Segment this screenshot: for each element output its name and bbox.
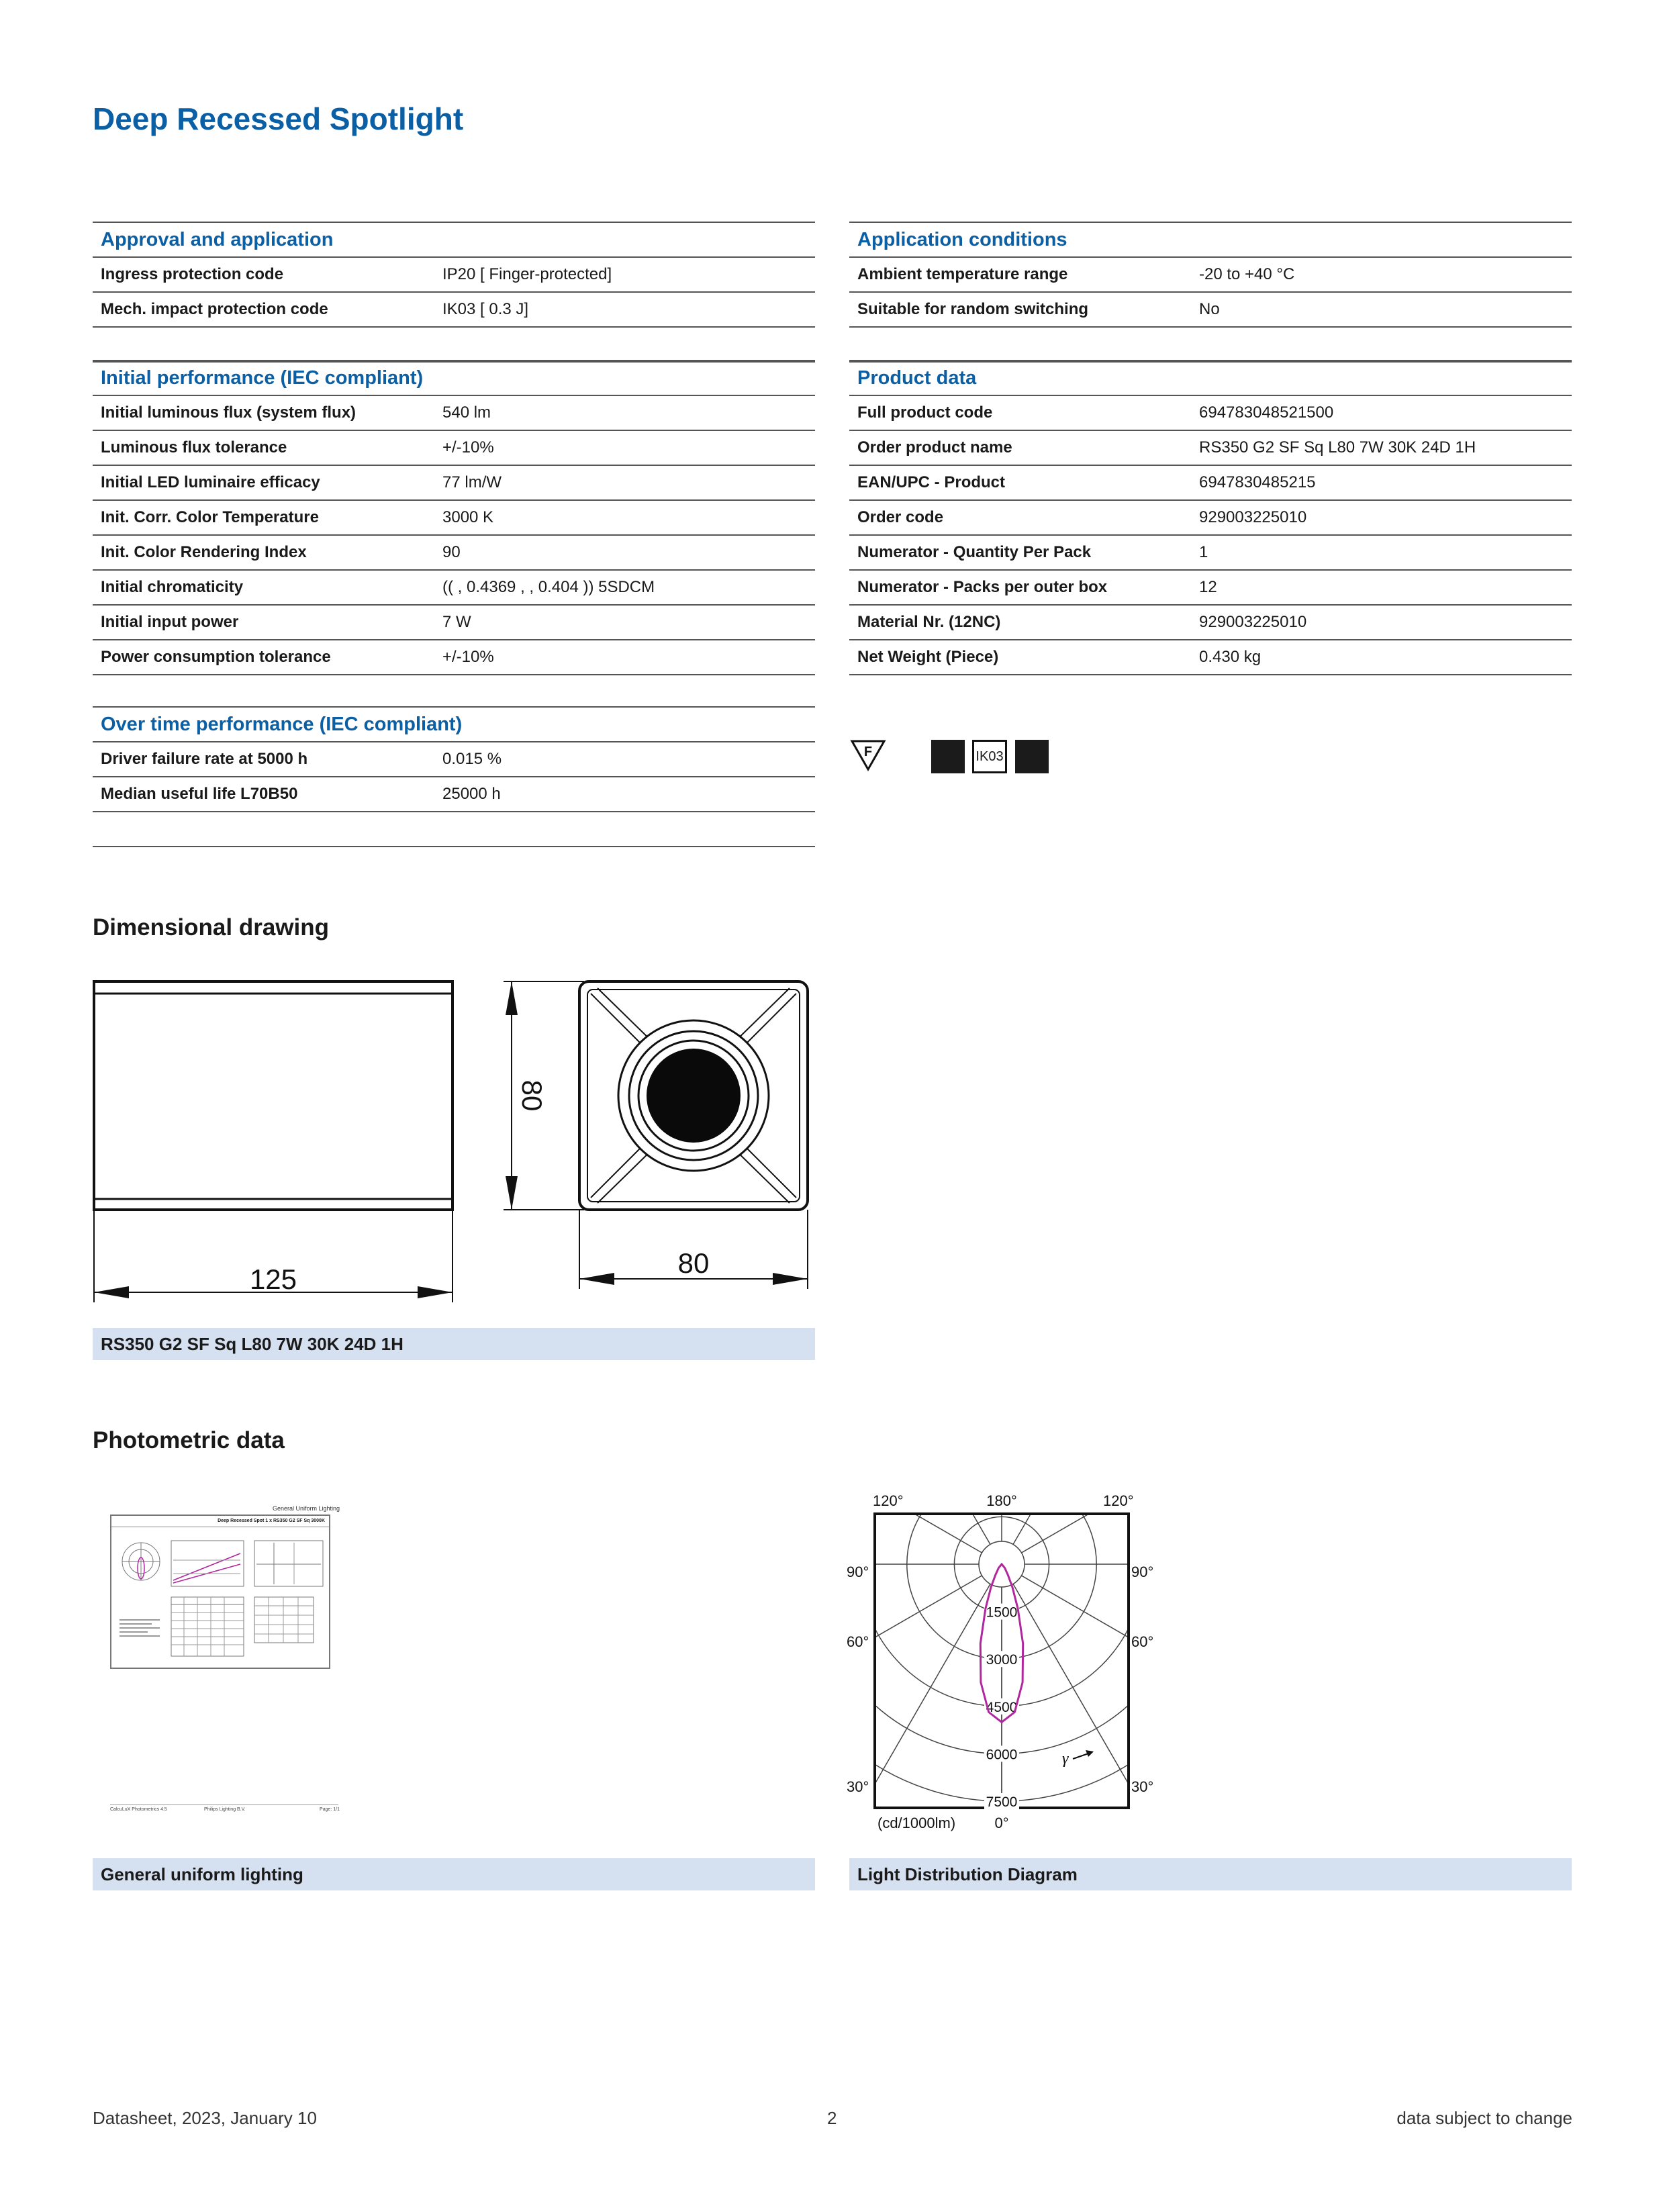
row-label: Numerator - Packs per outer box (857, 578, 1108, 596)
row-value: IK03 [ 0.3 J] (442, 300, 529, 318)
thumb-ugr-mini (254, 1540, 324, 1587)
grid-radial-line (836, 1487, 990, 1545)
initial-performance-table (93, 360, 815, 675)
dimensional-caption: RS350 G2 SF Sq L80 7W 30K 24D 1H (93, 1328, 815, 1360)
product-data-table (849, 360, 1572, 675)
row-label: Ambient temperature range (857, 265, 1068, 283)
row-value: (( , 0.4369 , , 0.404 )) 5SDCM (442, 578, 655, 596)
angle-label-90-right: 90° (1131, 1564, 1154, 1580)
table-row (93, 777, 815, 812)
row-value: 3000 K (442, 508, 494, 526)
table-row (849, 258, 1572, 293)
row-value: 0.015 % (442, 750, 502, 768)
angle-label-60-left: 60° (847, 1633, 869, 1650)
certification-mark-icon (931, 740, 965, 773)
table-row (849, 640, 1572, 675)
row-value: 90 (442, 543, 461, 561)
gamma-label: γ (1062, 1750, 1069, 1768)
table-row (849, 396, 1572, 431)
application-conditions-title: Application conditions (849, 222, 1572, 258)
row-label: Net Weight (Piece) (857, 648, 999, 666)
initial-performance-title: Initial performance (IEC compliant) (93, 360, 815, 396)
table-row (93, 640, 815, 675)
table-row (849, 571, 1572, 606)
thumb-cone-mini (171, 1540, 244, 1587)
row-label: Initial luminous flux (system flux) (101, 403, 356, 422)
table-row (93, 396, 815, 431)
angle-label-30-right: 30° (1131, 1778, 1154, 1795)
depth-label: 80 (677, 1247, 710, 1279)
angle-label-120-left: 120° (873, 1492, 904, 1509)
f-mark-label: F (863, 744, 873, 759)
row-label: Driver failure rate at 5000 h (101, 750, 308, 768)
angle-label-180: 180° (986, 1492, 1017, 1509)
table-row (849, 501, 1572, 536)
row-value: 25000 h (442, 785, 501, 803)
product-data-title: Product data (849, 360, 1572, 396)
angle-label-120-right: 120° (1103, 1492, 1134, 1509)
row-label: Numerator - Quantity Per Pack (857, 543, 1092, 561)
row-value: -20 to +40 °C (1199, 265, 1295, 283)
grid-radial-line (836, 1576, 982, 1799)
thumb-subtitle: Deep Recessed Spot 1 x RS350 G2 SF Sq 3000K (218, 1519, 325, 1523)
divider (849, 328, 1572, 363)
row-label: Mech. impact protection code (101, 300, 328, 318)
table-row (849, 293, 1572, 328)
row-value: No (1199, 300, 1220, 318)
thumb-footer-left: CalcuLuX Photometrics 4.5 (110, 1807, 167, 1812)
row-label: Luminous flux tolerance (101, 438, 287, 456)
row-value: 0.430 kg (1199, 648, 1262, 666)
table-row (93, 536, 815, 571)
radial-tick-label: 3000 (986, 1652, 1018, 1668)
divider (93, 812, 815, 847)
dimensional-drawing-title: Dimensional drawing (93, 914, 329, 941)
row-value: 6947830485215 (1199, 473, 1316, 491)
table-row (93, 431, 815, 466)
radial-tick-label: 4500 (986, 1699, 1018, 1715)
row-label: Ingress protection code (101, 265, 284, 283)
over-time-title: Over time performance (IEC compliant) (93, 706, 815, 742)
angle-label-0: 0° (994, 1815, 1009, 1831)
ik03-mark-icon: IK03 (972, 740, 1007, 773)
row-value: RS350 G2 SF Sq L80 7W 30K 24D 1H (1199, 438, 1476, 456)
over-time-table (93, 706, 815, 847)
radial-tick-label: 6000 (986, 1747, 1018, 1763)
table-row (849, 606, 1572, 640)
row-label: Order product name (857, 438, 1012, 456)
row-value: +/-10% (442, 438, 494, 456)
table-row (93, 742, 815, 777)
angle-label-60-right: 60° (1131, 1633, 1154, 1650)
thumb-footer-mid: Philips Lighting B.V. (204, 1807, 246, 1812)
row-value: 540 lm (442, 403, 491, 422)
general-uniform-lighting-caption: General uniform lighting (93, 1858, 815, 1890)
grid-radial-line (1021, 1576, 1172, 1799)
angle-label-30-left: 30° (847, 1778, 869, 1795)
page-number: 2 (827, 2108, 837, 2128)
thumb-footer-right: Page: 1/1 (320, 1807, 340, 1812)
table-row (93, 571, 815, 606)
row-label: Order code (857, 508, 944, 526)
row-label: Suitable for random switching (857, 300, 1089, 318)
light-distribution-caption: Light Distribution Diagram (849, 1858, 1572, 1890)
row-value: 929003225010 (1199, 613, 1307, 631)
table-row (93, 501, 815, 536)
thumb-luminance-mini (254, 1596, 314, 1643)
application-conditions-table (849, 222, 1572, 363)
width-label: 125 (249, 1263, 297, 1295)
row-value: 694783048521500 (1199, 403, 1334, 422)
table-row (93, 293, 815, 328)
photometric-data-title: Photometric data (93, 1427, 285, 1453)
light-distribution-diagram (836, 1487, 1172, 1843)
thumb-polar-mini (120, 1540, 162, 1583)
approval-table (93, 222, 815, 363)
row-label: Material Nr. (12NC) (857, 613, 1001, 631)
row-label: Init. Corr. Color Temperature (101, 508, 319, 526)
unit-label: (cd/1000lm) (877, 1815, 956, 1831)
footer-date: Datasheet, 2023, January 10 (93, 2108, 317, 2128)
table-row (93, 466, 815, 501)
row-value: 77 lm/W (442, 473, 502, 491)
height-label: 80 (516, 1079, 548, 1112)
row-value: IP20 [ Finger-protected] (442, 265, 612, 283)
grid-radial-line (1013, 1584, 1172, 1843)
f-mark-icon (849, 738, 887, 772)
photometric-report-thumbnail (107, 1505, 349, 1827)
row-label: Initial chromaticity (101, 578, 244, 596)
certification-mark-icon (1015, 740, 1049, 773)
row-value: 7 W (442, 613, 471, 631)
footer-disclaimer: data subject to change (1396, 2108, 1572, 2128)
side-view-body (94, 981, 453, 1210)
row-value: +/-10% (442, 648, 494, 666)
grid-radial-line (836, 1584, 990, 1843)
row-value: 1 (1199, 543, 1208, 561)
angle-label-90-left: 90° (847, 1564, 869, 1580)
row-value: 12 (1199, 578, 1217, 596)
row-value: 929003225010 (1199, 508, 1307, 526)
table-row (849, 431, 1572, 466)
table-row (93, 258, 815, 293)
radial-tick-label: 1500 (986, 1604, 1018, 1621)
table-row (849, 536, 1572, 571)
divider (93, 328, 815, 363)
table-row (849, 466, 1572, 501)
dimensional-drawing (87, 973, 826, 1309)
row-label: Initial LED luminaire efficacy (101, 473, 320, 491)
approval-title: Approval and application (93, 222, 815, 258)
row-label: Median useful life L70B50 (101, 785, 298, 803)
row-label: Full product code (857, 403, 993, 422)
row-label: Initial input power (101, 613, 239, 631)
row-label: EAN/UPC - Product (857, 473, 1006, 491)
radial-tick-label: 7500 (986, 1794, 1018, 1810)
thumb-table-mini (171, 1596, 244, 1657)
thumb-text-lines (120, 1617, 160, 1639)
thumb-header: General Uniform Lighting (272, 1505, 340, 1512)
row-label: Power consumption tolerance (101, 648, 331, 666)
page-title: Deep Recessed Spotlight (93, 101, 464, 136)
row-label: Init. Color Rendering Index (101, 543, 307, 561)
lens (647, 1049, 741, 1143)
table-row (93, 606, 815, 640)
thumb-page (110, 1514, 330, 1669)
